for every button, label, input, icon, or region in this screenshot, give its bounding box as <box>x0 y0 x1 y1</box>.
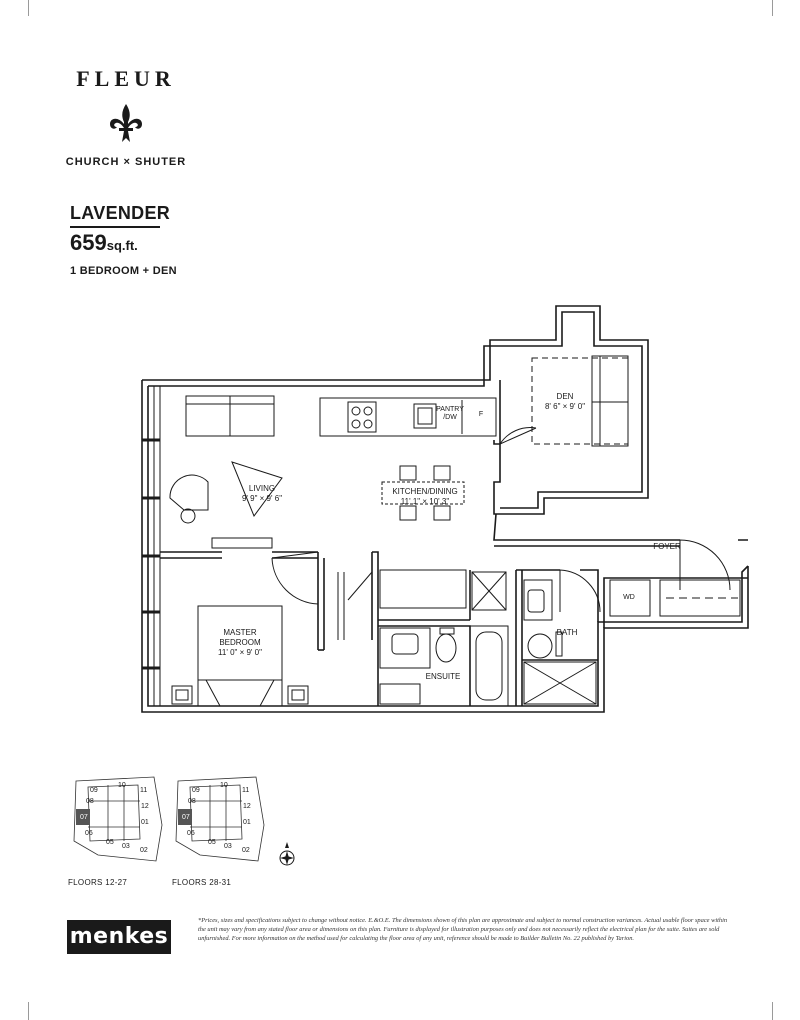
room-wd: WD <box>623 594 635 601</box>
keyplan-caption-2: FLOORS 28-31 <box>172 878 232 887</box>
kp1-unit: 02 <box>140 847 148 854</box>
room-den-name: DEN <box>556 392 574 401</box>
kp2-unit: 10 <box>220 782 228 789</box>
fridge-label: F <box>478 411 484 418</box>
kp2-unit: 05 <box>208 839 216 846</box>
kp2-unit: 11 <box>242 787 250 794</box>
kp2-unit: 09 <box>192 787 200 794</box>
room-master-dims: 11' 0" × 9' 0" <box>218 648 262 657</box>
kp1-unit: 10 <box>118 782 126 789</box>
kp2-unit: 06 <box>187 830 195 837</box>
room-kitchen <box>380 487 470 507</box>
area-unit: sq.ft. <box>106 238 138 253</box>
room-master <box>200 628 280 658</box>
room-kitchen-dims: 11' 1" × 10' 3" <box>400 497 450 506</box>
room-kitchen-name: KITCHEN/DINING <box>392 487 458 496</box>
pantry-line2: /DW <box>443 414 457 421</box>
room-master-name2: BEDROOM <box>219 638 261 647</box>
plan-name: LAVENDER <box>70 203 171 223</box>
pantry-label <box>434 406 466 422</box>
kp2-unit: 02 <box>242 847 250 854</box>
keyplan-caption-1: FLOORS 12-27 <box>68 878 128 887</box>
room-living <box>222 484 302 504</box>
kp2-unit: 01 <box>243 819 251 826</box>
kp1-unit: 01 <box>141 819 149 826</box>
kp1-unit: 07 <box>80 814 88 821</box>
kp1-unit: 06 <box>85 830 93 837</box>
brand-name: FLEUR <box>76 66 176 91</box>
pantry-line1: PANTRY <box>436 406 464 413</box>
room-living-name: LIVING <box>248 484 276 493</box>
room-living-dims: 9' 9" × 9' 6" <box>241 494 283 503</box>
kp1-unit: 09 <box>90 787 98 794</box>
kp1-unit: 11 <box>140 787 148 794</box>
kp1-unit: 03 <box>122 843 130 850</box>
room-master-name1: MASTER <box>223 628 257 637</box>
room-den <box>530 392 600 412</box>
unit-type: 1 BEDROOM + DEN <box>70 265 177 277</box>
kp2-unit: 03 <box>224 843 232 850</box>
area-value: 659 <box>70 230 107 255</box>
kp2-unit: 08 <box>188 798 196 805</box>
kp1-unit: 05 <box>106 839 114 846</box>
kp2-unit: 07 <box>182 814 190 821</box>
disclaimer-text: *Prices, sizes and specifications subject to change without notice. E.&O.E. The dimensions shown of this plan are approximate and subject to normal construction variances. Actual usable floor space within the unit may vary from any stated floor area or dimensions on this plan. Furniture is displayed for illustration purposes only and does not necessarily reflect the electrical plan for the suite. Suites are sold unfurnished. For more information on the method used for calculating the floor area of any unit, reference should be made to Builder Bulletin No. 22 published by Tarion. <box>198 917 728 942</box>
kp2-unit: 12 <box>243 803 251 810</box>
north-arrow-icon <box>276 842 298 870</box>
developer-logo: menkes <box>67 920 171 954</box>
kp1-unit: 12 <box>141 803 149 810</box>
room-foyer: FOYER <box>653 542 681 551</box>
room-den-dims: 8' 6" × 9' 0" <box>544 402 586 411</box>
room-ensuite: ENSUITE <box>425 672 461 681</box>
brand-subtitle: CHURCH × SHUTER <box>65 156 187 168</box>
room-bath: BATH <box>556 628 578 637</box>
kp1-unit: 08 <box>86 798 94 805</box>
